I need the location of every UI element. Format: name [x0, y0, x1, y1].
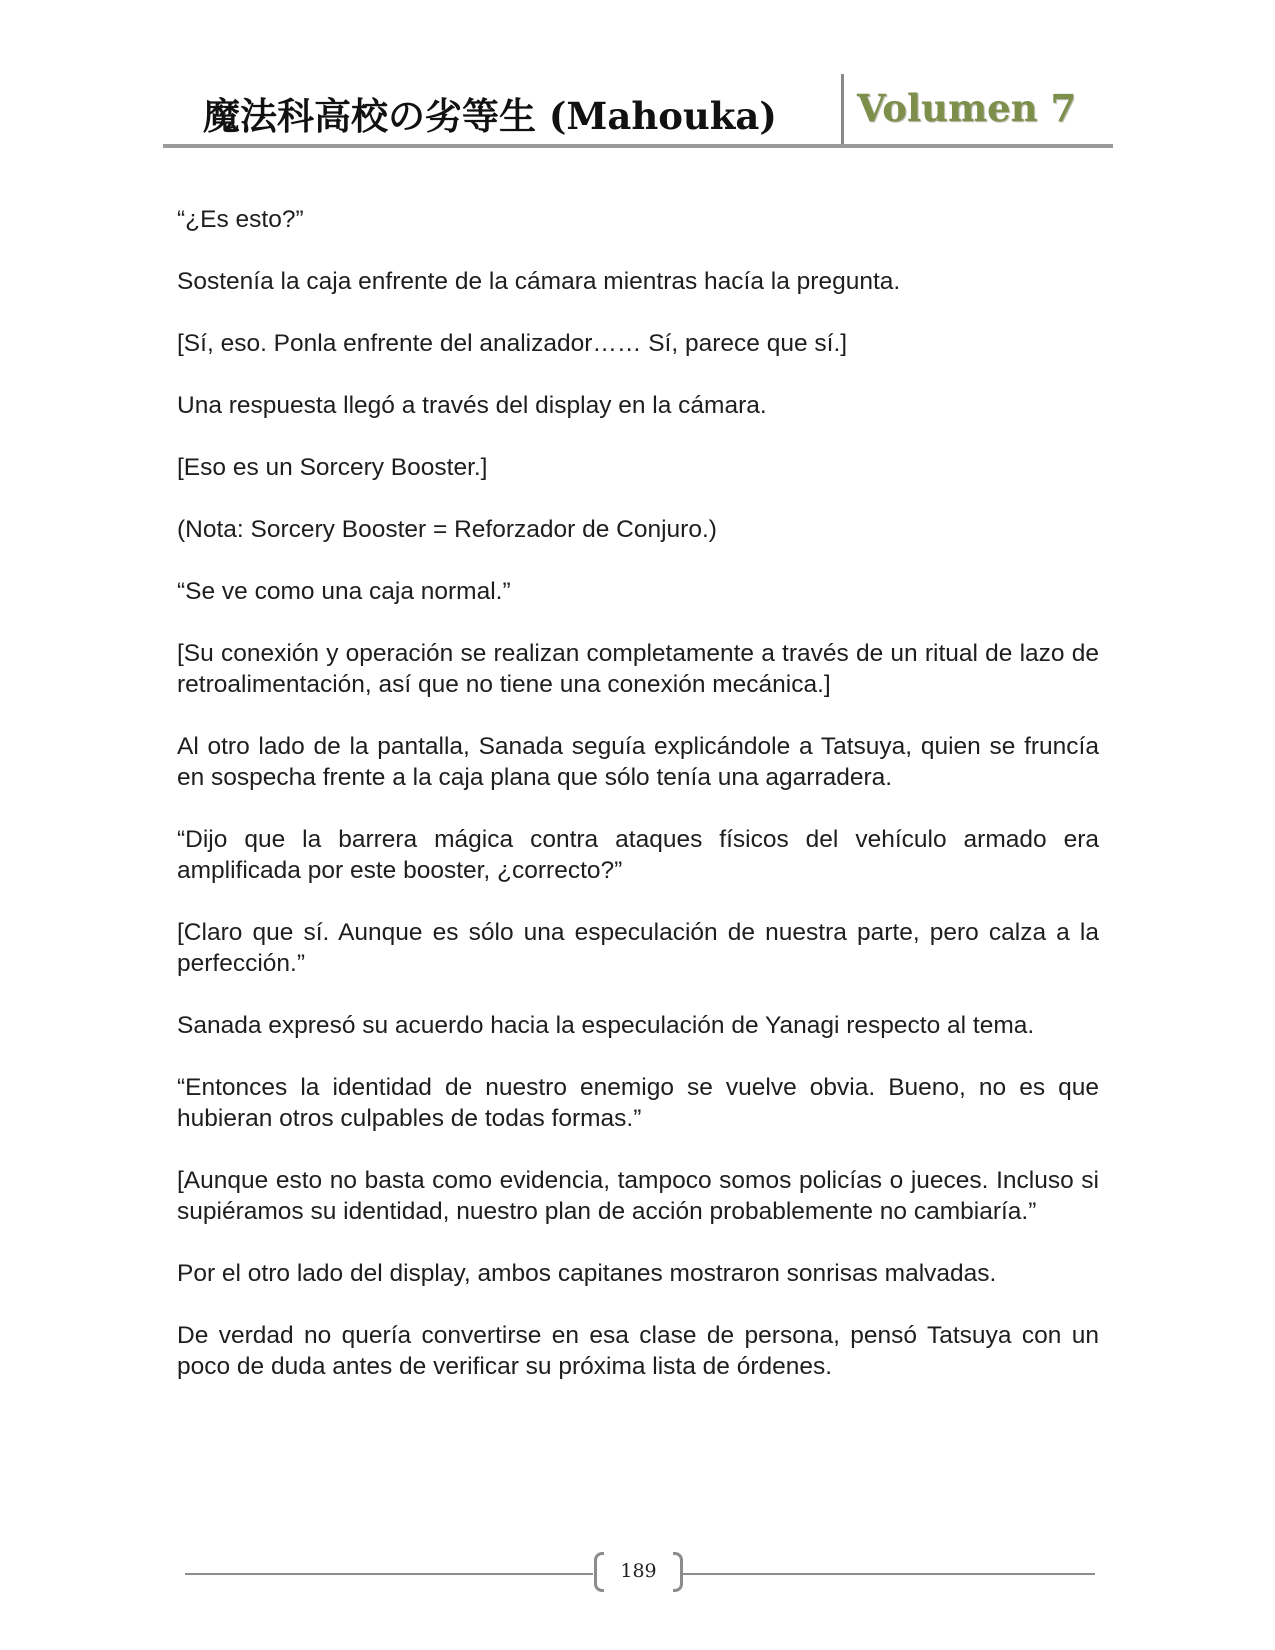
paragraph: [Su conexión y operación se realizan completamente a través de un ritual de lazo de retroalimentación, así que no tiene una conexión mecánica.]: [177, 640, 1099, 698]
paragraph: [Eso es un Sorcery Booster.]: [177, 454, 488, 481]
paragraph: “Se ve como una caja normal.”: [177, 578, 511, 605]
header-rule: [163, 144, 1113, 148]
footer-rule-right: [683, 1573, 1095, 1575]
paragraph: [Sí, eso. Ponla enfrente del analizador…… Sí, parece que sí.]: [177, 330, 848, 357]
page-body: [177, 204, 1099, 1413]
paragraph: Sanada expresó su acuerdo hacia la especulación de Yanagi respecto al tema.: [177, 1012, 1035, 1039]
paragraph: Al otro lado de la pantalla, Sanada seguía explicándole a Tatsuya, quien se fruncía en sospecha frente a la caja plana que sólo tenía una agarradera.: [177, 733, 1099, 791]
book-title: 魔法科高校の劣等生 (Mahouka): [203, 94, 777, 138]
page-number: 189: [620, 1560, 657, 1582]
paragraph: “¿Es esto?”: [177, 206, 304, 233]
paragraph: Sostenía la caja enfrente de la cámara mientras hacía la pregunta.: [177, 268, 901, 295]
paragraph: Una respuesta llegó a través del display en la cámara.: [177, 392, 767, 419]
footer-rule-left: [185, 1573, 593, 1575]
page-footer: [185, 1550, 1095, 1600]
paragraph: [Aunque esto no basta como evidencia, tampoco somos policías o jueces. Incluso si supiéramos su identidad, nuestro plan de acción probablemente no cambiaría.”: [177, 1167, 1099, 1225]
paragraph: “Entonces la identidad de nuestro enemigo se vuelve obvia. Bueno, no es que hubieran otros culpables de todas formas.”: [177, 1074, 1099, 1132]
paragraph: [Claro que sí. Aunque es sólo una especulación de nuestra parte, pero calza a la perfección.”: [177, 919, 1099, 977]
volume-label: Volumen 7: [857, 86, 1077, 130]
right-bracket-icon: [673, 1552, 683, 1592]
header-divider: [841, 74, 844, 144]
page-header: [163, 70, 1113, 148]
paragraph: (Nota: Sorcery Booster = Reforzador de Conjuro.): [177, 516, 717, 543]
paragraph: De verdad no quería convertirse en esa clase de persona, pensó Tatsuya con un poco de duda antes de verificar su próxima lista de órdenes.: [177, 1322, 1099, 1380]
left-bracket-icon: [594, 1552, 604, 1592]
paragraph: “Dijo que la barrera mágica contra ataques físicos del vehículo armado era amplificada por este booster, ¿correcto?”: [177, 826, 1099, 884]
paragraph: Por el otro lado del display, ambos capitanes mostraron sonrisas malvadas.: [177, 1260, 997, 1287]
